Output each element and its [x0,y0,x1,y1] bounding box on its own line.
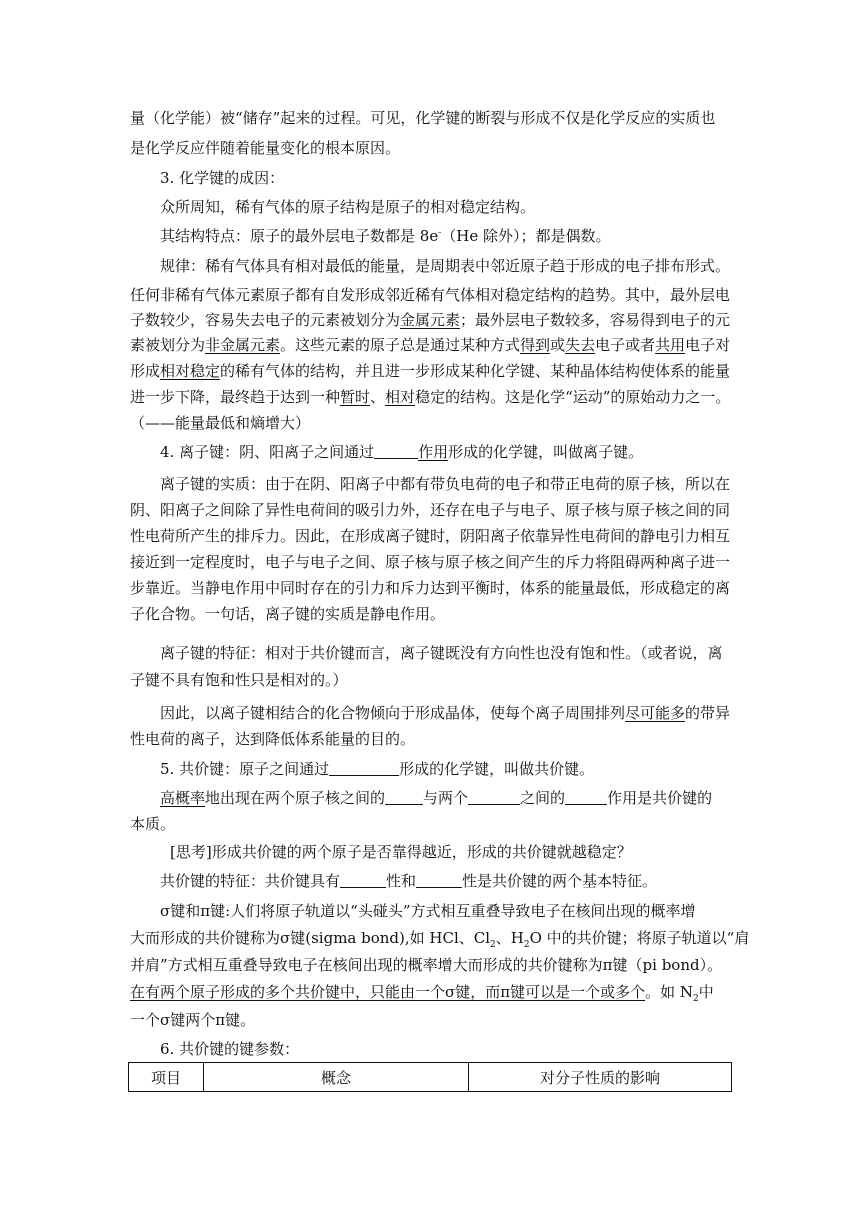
underlined-term: 暂时 [340,388,371,406]
paragraph-line: 本质。 [130,815,176,833]
paragraph-line: 离子键的特征：相对于共价键而言，离子键既没有方向性也没有饱和性。（或者说，离 [160,644,723,662]
column-header-item: 项目 [129,1063,204,1092]
paragraph-line: 素被划分为非金属元素。这些元素的原子总是通过某种方式得到或失去电子或者共用电子对 [130,336,731,354]
paragraph-line: 共价键的特征：共价键具有 性和 性是共价键的两个基本特征。 [160,872,658,890]
paragraph-line: σ键和π键:人们将原子轨道以“头碰头”方式相互重叠导致电子在核间出现的概率增 [160,902,696,920]
underlined-term: 非金属元素 [205,336,281,354]
paragraph-line: 性电荷所产生的排斥力。因此，在形成离子键时，阴阳离子依靠异性电荷间的静电引力相互 [130,527,731,545]
section-heading-5: 5. 共价键：原子之间通过 形成的化学键，叫做共价键。 [160,760,595,778]
fill-blank [374,444,418,459]
paragraph-line: 步靠近。当静电作用中同时存在的引力和斥力达到平衡时，体系的能量最低，形成稳定的离 [130,579,731,597]
column-header-effect: 对分子性质的影响 [469,1063,732,1092]
section-heading-6: 6. 共价键的键参数： [160,1040,300,1058]
paragraph-line: 子键不具有饱和性只是相对的。） [130,671,348,689]
paragraph-line: 因此，以离子键相结合的化合物倾向于形成晶体，使每个离子周围排列尽可能多的带异 [160,704,731,722]
paragraph-line: 一个σ键两个π键。 [130,1011,256,1029]
underlined-term: 相对稳定 [160,362,221,380]
paragraph-line: 子数较少，容易失去电子的元素被划分为金属元素；最外层电子数较多，容易得到电子的元 [130,311,731,329]
paragraph-line: 子化合物。一句话，离子键的实质是静电作用。 [130,605,446,623]
fill-blank [329,761,399,776]
paragraph-line: 高概率地出现在两个原子核之间的 与两个 之间的 作用是共价键的 [160,789,713,807]
underlined-term: 在有两个原子形成的多个共价键中，只能由一个σ键，而π键可以是一个或多个 [130,983,646,1001]
section-heading-3: 3. 化学键的成因： [160,169,285,187]
paragraph-line: 大而形成的共价键称为σ键(sigma bond),如 HCl、$Cl_2$、$H_2O$ 中的共价键；将原子轨道以“肩 [130,929,750,950]
paragraph-line: 并肩”方式相互重叠导致电子在核间出现的概率增大而形成的共价键称为π键（pi bond）。 [130,956,723,974]
table-header-row [129,1063,732,1092]
underlined-term: 得到 [520,336,551,354]
column-header-concept: 概念 [204,1063,469,1092]
underlined-term: 金属元素 [400,311,461,329]
paragraph-line: 量（化学能）被“储存”起来的过程。可见，化学键的断裂与形成不仅是化学反应的实质也 [130,109,716,127]
paragraph-line: 在有两个原子形成的多个共价键中，只能由一个σ键，而π键可以是一个或多个。如 $N_2$中 [130,983,714,1004]
underlined-term: 尽可能多 [625,704,686,722]
paragraph-line: 性电荷的离子，达到降低体系能量的目的。 [130,730,416,748]
fill-blank [468,790,520,805]
underlined-term: 共用 [655,336,686,354]
paragraph-line: 阴、阳离子之间除了异性电荷间的吸引力外，还存在电子与电子、原子核与原子核之间的同 [130,501,731,519]
underlined-term: 失去 [565,336,596,354]
section-heading-4: 4. 离子键：阴、阳离子之间通过 作用形成的化学键，叫做离子键。 [160,443,644,461]
paragraph-line: （——能量最低和熵增大） [130,414,311,432]
underlined-term: 相对 [385,388,416,406]
paragraph-line: 规律：稀有气体具有相对最低的能量，是周期表中邻近原子趋于形成的电子排布形式。 [160,257,731,275]
fill-blank [565,790,607,805]
fill-blank [340,873,386,888]
bond-parameter-table [128,1062,732,1092]
underlined-term: 高概率 [160,789,206,807]
paragraph-line: 众所周知，稀有气体的原子结构是原子的相对稳定结构。 [160,198,536,216]
fill-blank [416,873,462,888]
paragraph-line: 接近到一定程度时，电子与电子之间、原子核与原子核之间产生的斥力将阻碍两种离子进一 [130,553,731,571]
paragraph-line: 离子键的实质：由于在阴、阳离子中都有带负电荷的电子和带正电荷的原子核，所以在 [160,475,731,493]
fill-blank [385,790,423,805]
paragraph-line: 任何非稀有气体元素原子都有自发形成邻近稀有气体相对稳定结构的趋势。其中，最外层电 [130,286,731,304]
paragraph-line: 形成相对稳定的稀有气体的结构，并且进一步形成某种化学键、某种晶体结构使体系的能量 [130,362,731,380]
paragraph-line: 是化学反应伴随着能量变化的根本原因。 [130,139,401,157]
paragraph-line: 进一步下降，最终趋于达到一种暂时、相对稳定的结构。这是化学“运动”的原始动力之一。 [130,388,731,406]
think-question: [思考]形成共价键的两个原子是否靠得越近，形成的共价键就越稳定？ [170,843,632,861]
paragraph-line: 其结构特点：原子的最外层电子数都是 8e-（He 除外）；都是偶数。 [160,227,611,245]
